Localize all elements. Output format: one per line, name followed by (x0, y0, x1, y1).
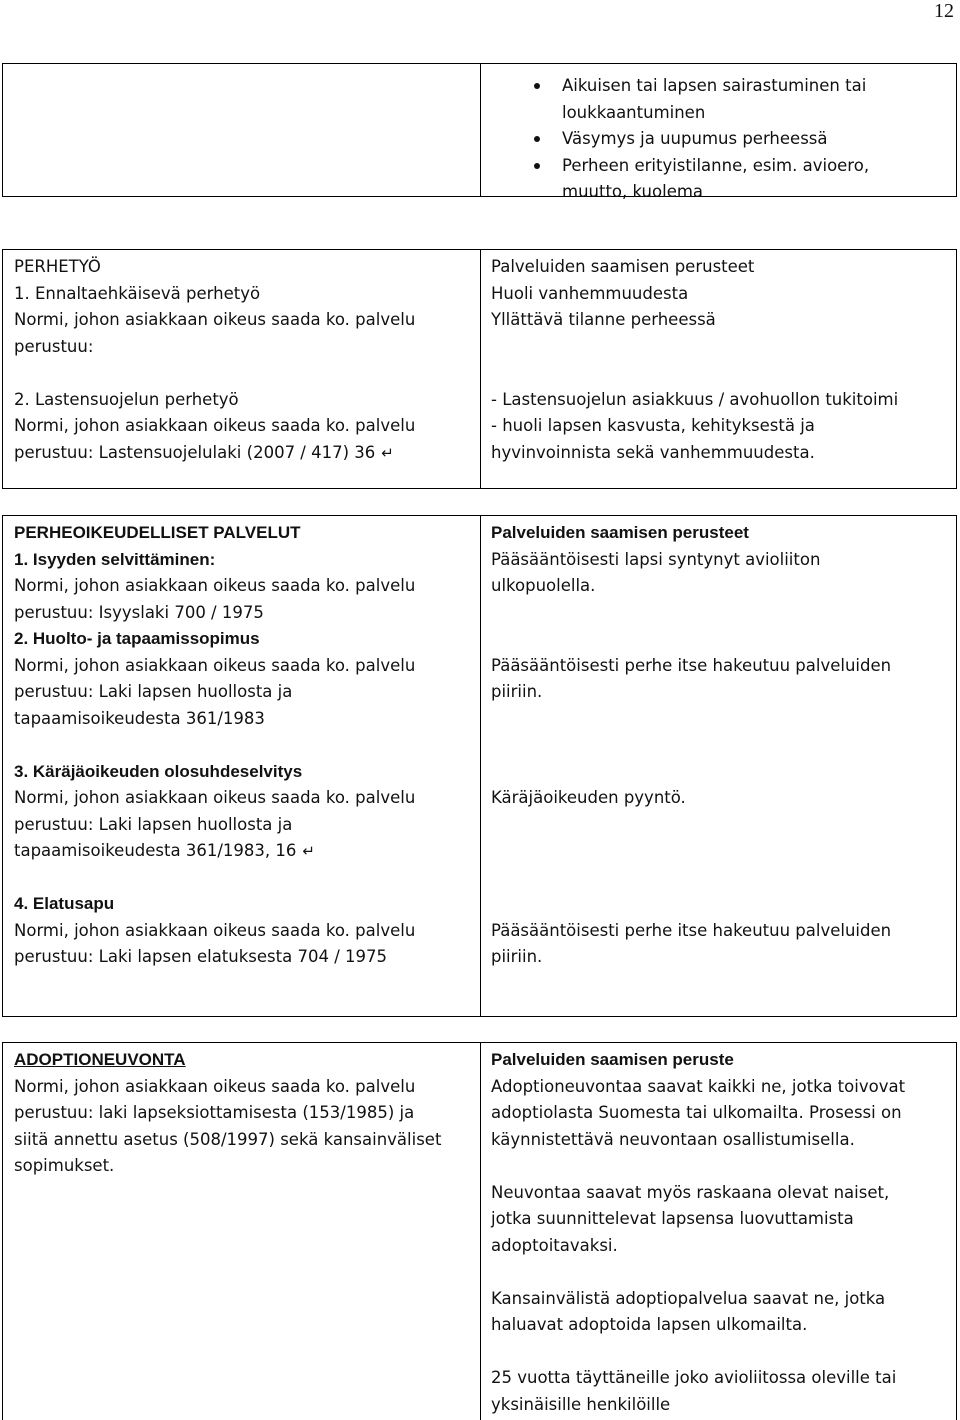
table-cell-bullets (481, 64, 956, 201)
list-item (491, 153, 946, 206)
list-item (491, 126, 946, 153)
criteria-text: ulkopuolella. (491, 576, 596, 595)
criteria-text: haluavat adoptoida lapsen ulkomailta. (491, 1315, 808, 1334)
section-title: PERHETYÖ (14, 257, 101, 276)
list-item-text: Perheen erityistilanne, esim. avioero, (562, 155, 870, 175)
norm-text: Normi, johon asiakkaan oikeus saada ko. palvelu (14, 788, 416, 807)
criteria-text: adoptoitavaksi. (491, 1235, 618, 1255)
criteria-text: Huoli vanhemmuudesta (491, 283, 689, 303)
norm-text: perustuu: Laki lapsen huollosta ja (14, 682, 293, 701)
norm-text: perustuu: Isyyslaki 700 / 1975 (14, 602, 264, 622)
norm-text: perustuu: laki lapseksiottamisesta (153/1985) ja (14, 1103, 415, 1122)
item-title: 2. Huolto- ja tapaamissopimus (14, 629, 260, 648)
item-title: 2. Lastensuojelun perhetyö (14, 389, 239, 409)
table-row-perheoikeudelliset (2, 515, 957, 1017)
criteria-text: - Lastensuojelun asiakkuus / avohuollon tukitoimi (491, 389, 899, 409)
item-title: 4. Elatusapu (14, 894, 115, 913)
norm-text: Normi, johon asiakkaan oikeus saada ko. palvelu (14, 920, 416, 940)
norm-text: Normi, johon asiakkaan oikeus saada ko. palvelu (14, 655, 416, 675)
criteria-title: Palveluiden saamisen perusteet (491, 257, 755, 276)
return-arrow-icon: ↵ (302, 842, 315, 860)
norm-text: perustuu: Laki lapsen huollosta ja (14, 814, 293, 834)
list-item-text: Väsymys ja uupumus perheessä (562, 129, 828, 148)
list-item (491, 73, 946, 126)
norm-text: perustuu: (14, 336, 94, 356)
criteria-text: yksinäisille henkilöille (491, 1394, 671, 1414)
norm-text: perustuu: Laki lapsen elatuksesta 704 / 1975 (14, 947, 387, 966)
table-row-perhetyo (2, 249, 957, 489)
list-item-text: muutto, kuolema (562, 182, 704, 201)
criteria-text: Pääsääntöisesti lapsi syntynyt avioliiton (491, 549, 821, 569)
table-cell-perheoikeudelliset-right (481, 516, 956, 1016)
criteria-text: adoptiolasta Suomesta tai ulkomailta. Prosessi on (491, 1103, 902, 1122)
norm-text: Normi, johon asiakkaan oikeus saada ko. palvelu (14, 416, 416, 435)
criteria-text: Kansainvälistä adoptiopalvelua saavat ne, jotka (491, 1288, 886, 1308)
section-title: ADOPTIONEUVONTA (14, 1050, 186, 1069)
criteria-text: käynnistettävä neuvontaan osallistumisella. (491, 1129, 855, 1149)
criteria-title: Palveluiden saamisen peruste (491, 1050, 734, 1069)
norm-text: siitä annettu asetus (508/1997) sekä kansainväliset (14, 1129, 442, 1149)
criteria-text: Käräjäoikeuden pyyntö. (491, 788, 686, 807)
criteria-text: hyvinvoinnista sekä vanhemmuudesta. (491, 442, 815, 462)
item-title: 1. Isyyden selvittäminen: (14, 549, 216, 569)
criteria-text: piiriin. (491, 682, 543, 701)
norm-text: Normi, johon asiakkaan oikeus saada ko. palvelu (14, 576, 416, 595)
criteria-text: Yllättävä tilanne perheessä (491, 310, 716, 329)
table-cell-perhetyo-left (3, 250, 481, 488)
table-cell-perhetyo-right (481, 250, 956, 488)
norm-text: tapaamisoikeudesta 361/1983 (14, 708, 265, 728)
table-cell-perheoikeudelliset-left (3, 516, 481, 1016)
list-item-text: Aikuisen tai lapsen sairastuminen tai (562, 76, 867, 95)
table-cell-adoptioneuvonta-left (3, 1043, 481, 1420)
norm-text: Normi, johon asiakkaan oikeus saada ko. palvelu (14, 1076, 416, 1096)
item-title: 3. Käräjäoikeuden olosuhdeselvitys (14, 761, 303, 781)
criteria-title: Palveluiden saamisen perusteet (491, 523, 749, 542)
criteria-text: Neuvontaa saavat myös raskaana olevat naiset, (491, 1182, 890, 1202)
page-number: 12 (934, 0, 954, 22)
table-row-adoptioneuvonta (2, 1042, 957, 1420)
criteria-text: piiriin. (491, 947, 543, 966)
list-item-text: loukkaantuminen (562, 102, 706, 122)
norm-text (14, 838, 469, 865)
item-title: 1. Ennaltaehkäisevä perhetyö (14, 283, 261, 303)
norm-text (14, 440, 469, 467)
return-arrow-icon: ↵ (381, 443, 394, 462)
norm-text: Normi, johon asiakkaan oikeus saada ko. palvelu (14, 310, 416, 329)
norm-text-value: perustuu: Lastensuojelulaki (2007 / 417) 36 (14, 442, 376, 462)
criteria-text: jotka suunnittelevat lapsensa luovuttamista (491, 1209, 854, 1228)
criteria-text: Pääsääntöisesti perhe itse hakeutuu palveluiden (491, 920, 892, 940)
criteria-text: Pääsääntöisesti perhe itse hakeutuu palveluiden (491, 655, 892, 675)
bullet-list (491, 68, 946, 206)
criteria-text: - huoli lapsen kasvusta, kehityksestä ja (491, 416, 815, 435)
criteria-text: 25 vuotta täyttäneille joko avioliitossa oleville tai (491, 1368, 897, 1387)
criteria-text: Adoptioneuvontaa saavat kaikki ne, jotka toivovat (491, 1076, 906, 1096)
table-row-bullets (2, 63, 957, 201)
norm-text-value: tapaamisoikeudesta 361/1983, 16 (14, 841, 297, 860)
table-cell-adoptioneuvonta-right (481, 1043, 956, 1420)
table-cell-empty (3, 64, 481, 196)
norm-text: sopimukset. (14, 1156, 115, 1175)
section-title: PERHEOIKEUDELLISET PALVELUT (14, 523, 301, 542)
